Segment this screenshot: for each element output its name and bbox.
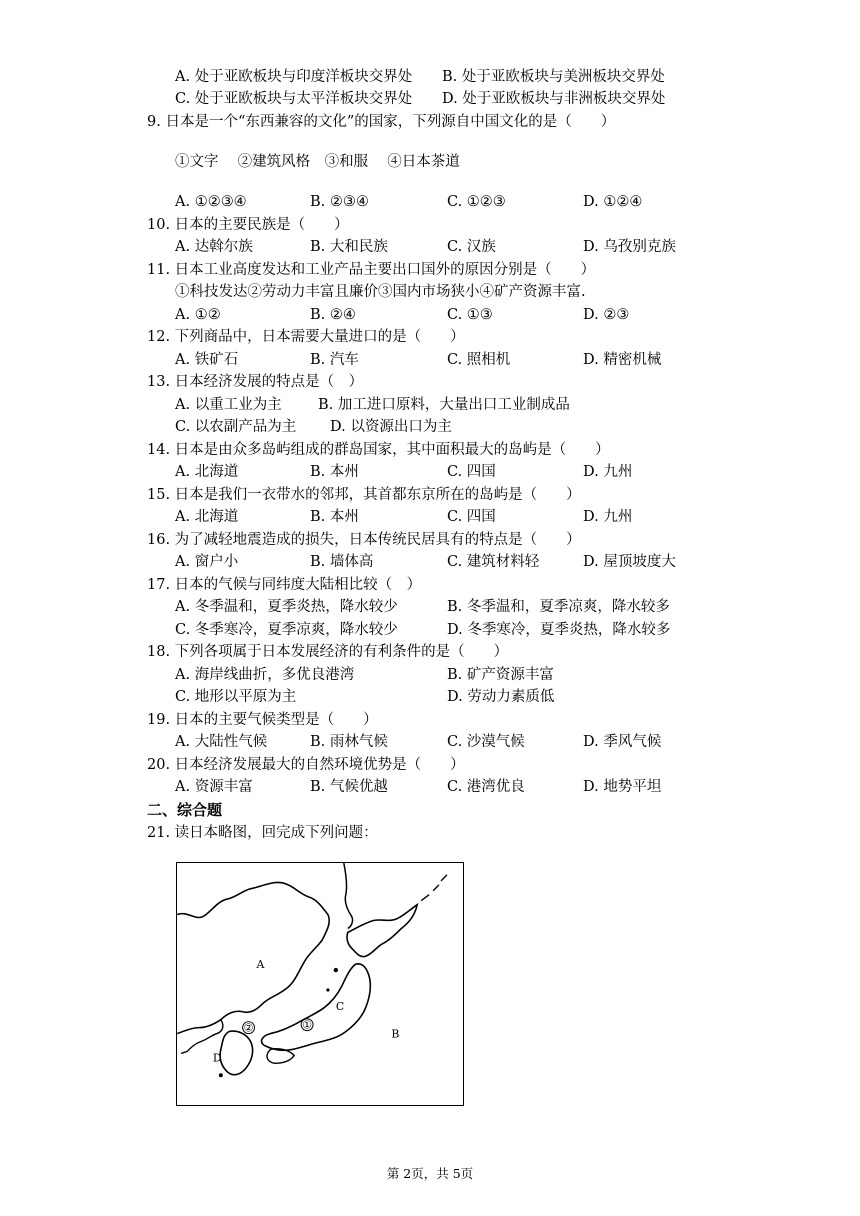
- q11-items: ①科技发达②劳动力丰富且廉价③国内市场狭小④矿产资源丰富.: [175, 284, 586, 300]
- q9-option-a: A. ①②③④: [175, 194, 247, 210]
- q11-option-d: D. ②③: [583, 307, 630, 323]
- marker-two: ②: [243, 1021, 254, 1035]
- q12-option-c: C. 照相机: [447, 352, 511, 368]
- q19-option-a: A. 大陆性气候: [175, 734, 268, 750]
- q11-option-b: B. ②④: [310, 307, 356, 323]
- q20-option-d: D. 地势平坦: [583, 779, 662, 795]
- kuril-islands: [421, 875, 447, 901]
- q8-option-b: B. 处于亚欧板块与美洲板块交界处: [442, 69, 665, 85]
- q8-option-c: C. 处于亚欧板块与太平洋板块交界处: [175, 91, 413, 107]
- mainland-coastline: [177, 882, 329, 1033]
- q9-option-c: C. ①②③: [447, 194, 506, 210]
- hokkaido-island: [347, 905, 417, 957]
- q18-option-c: C. 地形以平原为主: [175, 689, 297, 705]
- q16-option-b: B. 墙体高: [310, 554, 374, 570]
- q20-option-b: B. 气候优越: [310, 779, 388, 795]
- q15-option-d: D. 九州: [583, 509, 633, 525]
- q13-option-c: C. 以农副产品为主: [175, 419, 297, 435]
- q9-stem: 9. 日本是一个“东西兼容的文化”的国家，下列源自中国文化的是（ ）: [147, 114, 616, 130]
- q11-option-c: C. ①③: [447, 307, 493, 323]
- q18-option-b: B. 矿产资源丰富: [447, 667, 554, 683]
- q19-option-b: B. 雨林气候: [310, 734, 388, 750]
- q14-option-d: D. 九州: [583, 464, 633, 480]
- q21-stem: 21. 读日本略图，回完成下列问题：: [147, 825, 378, 841]
- q13-option-b: B. 加工进口原料，大量出口工业制成品: [318, 397, 570, 413]
- q17-stem: 17. 日本的气候与同纬度大陆相比较（ ）: [147, 577, 422, 593]
- q18-option-a: A. 海岸线曲折，多优良港湾: [175, 667, 355, 683]
- small-island: [334, 968, 338, 972]
- q20-option-a: A. 资源丰富: [175, 779, 253, 795]
- q14-option-a: A. 北海道: [175, 464, 239, 480]
- q10-stem: 10. 日本的主要民族是（ ）: [147, 217, 349, 233]
- q9-items: ①文字 ②建筑风格 ③和服 ④日本茶道: [175, 154, 460, 170]
- section-heading: 二、综合题: [147, 801, 223, 819]
- japan-map-svg: [177, 863, 463, 1105]
- q10-option-d: D. 乌孜别克族: [583, 239, 676, 255]
- q17-option-c: C. 冬季寒冷，夏季凉爽，降水较少: [175, 622, 398, 638]
- q18-stem: 18. 下列各项属于日本发展经济的有利条件的是（ ）: [147, 644, 509, 660]
- q17-option-d: D. 冬季寒冷，夏季炎热，降水较多: [447, 622, 671, 638]
- q14-option-c: C. 四国: [447, 464, 496, 480]
- q11-stem: 11. 日本工业高度发达和工业产品主要出口国外的原因分别是（ ）: [147, 262, 596, 278]
- q13-option-a: A. 以重工业为主: [175, 397, 282, 413]
- q17-option-a: A. 冬季温和，夏季炎热，降水较少: [175, 599, 398, 615]
- small-island: [219, 1073, 223, 1077]
- q8-option-d: D. 处于亚欧板块与非洲板块交界处: [442, 91, 666, 107]
- q17-option-b: B. 冬季温和，夏季凉爽，降水较多: [447, 599, 670, 615]
- q9-option-d: D. ①②④: [583, 194, 643, 210]
- marker-one: ①: [302, 1018, 312, 1032]
- q12-stem: 12. 下列商品中，日本需要大量进口的是（ ）: [147, 329, 465, 345]
- q9-option-b: B. ②③④: [310, 194, 369, 210]
- q10-option-a: A. 达斡尔族: [175, 239, 253, 255]
- honshu-island: [262, 964, 371, 1050]
- q10-option-c: C. 汉族: [447, 239, 496, 255]
- q13-stem: 13. 日本经济发展的特点是（ ）: [147, 374, 364, 390]
- q14-option-b: B. 本州: [310, 464, 359, 480]
- label-c: C: [335, 999, 345, 1013]
- q11-option-a: A. ①②: [175, 307, 221, 323]
- label-d: D: [212, 1051, 222, 1065]
- q16-stem: 16. 为了减轻地震造成的损失，日本传统民居具有的特点是（ ）: [147, 532, 581, 548]
- label-b: B: [391, 1027, 400, 1041]
- label-a: A: [256, 958, 265, 972]
- q16-option-a: A. 窗户小: [175, 554, 239, 570]
- q19-option-c: C. 沙漠气候: [447, 734, 525, 750]
- q8-option-a: A. 处于亚欧板块与印度洋板块交界处: [175, 69, 413, 85]
- q15-option-a: A. 北海道: [175, 509, 239, 525]
- q20-option-c: C. 港湾优良: [447, 779, 525, 795]
- q15-option-b: B. 本州: [310, 509, 359, 525]
- q16-option-c: C. 建筑材料轻: [447, 554, 540, 570]
- q15-stem: 15. 日本是我们一衣带水的邻邦，其首都东京所在的岛屿是（ ）: [147, 487, 581, 503]
- q12-option-b: B. 汽车: [310, 352, 359, 368]
- q19-option-d: D. 季风气候: [583, 734, 662, 750]
- kyushu-island: [220, 1031, 253, 1075]
- q19-stem: 19. 日本的主要气候类型是（ ）: [147, 712, 378, 728]
- q18-option-d: D. 劳动力素质低: [447, 689, 555, 705]
- sakhalin-island: [344, 863, 353, 928]
- q16-option-d: D. 屋顶坡度大: [583, 554, 676, 570]
- small-island: [326, 988, 329, 991]
- q13-option-d: D. 以资源出口为主: [330, 419, 452, 435]
- japan-sketch-map: [176, 862, 464, 1106]
- q12-option-d: D. 精密机械: [583, 352, 662, 368]
- q14-stem: 14. 日本是由众多岛屿组成的群岛国家，其中面积最大的岛屿是（ ）: [147, 442, 610, 458]
- q12-option-a: A. 铁矿石: [175, 352, 239, 368]
- page-footer: 第 2页，共 5页: [386, 1166, 474, 1181]
- q15-option-c: C. 四国: [447, 509, 496, 525]
- q10-option-b: B. 大和民族: [310, 239, 388, 255]
- q20-stem: 20. 日本经济发展最大的自然环境优势是（ ）: [147, 757, 465, 773]
- korean-peninsula: [181, 1020, 223, 1054]
